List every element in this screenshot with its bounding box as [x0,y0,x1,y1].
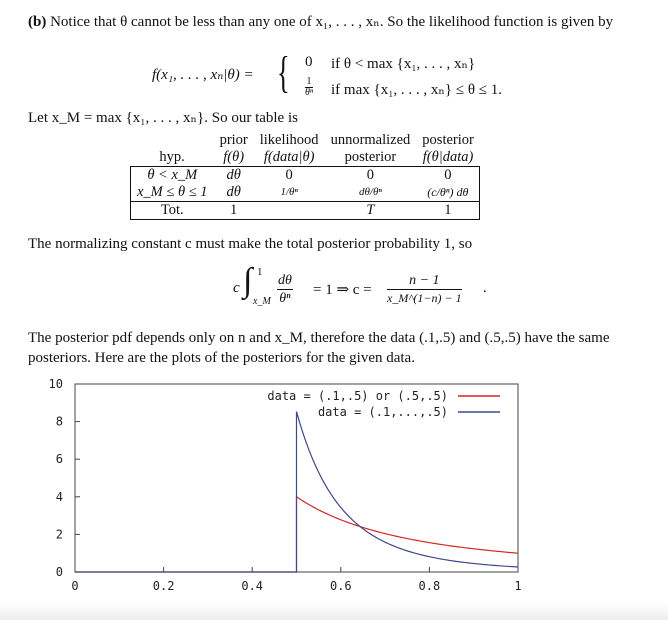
rhs-den: x_M^(1−n) − 1 [387,291,462,305]
x-tick-label: 0.6 [329,579,352,593]
likelihood-lhs: f(x₁, . . . , xₙ|θ) = [152,67,254,83]
x-tick-label: 0.4 [241,579,264,593]
table-cell: x_M ≤ θ ≤ 1 [131,184,214,202]
table-cell: θ < x_M [131,167,214,185]
table-cell: 1/θⁿ [280,186,298,198]
y-tick-label: 2 [55,527,63,542]
y-tick-label: 8 [55,414,63,429]
integral-lower-limit: x_M [253,296,271,307]
table-cell: dθ [226,184,241,200]
table-cell: 0 [416,167,480,185]
table-cell: 0 [254,167,325,185]
case-1-value: 0 [305,54,313,70]
table-header-cell: likelihood [259,132,319,148]
y-tick-label: 10 [48,377,63,391]
case-1 [305,54,476,72]
pdf-paragraph: The posterior pdf depends only on n and x_M, therefore the data (.1,.5) and (.5,.5) have the same posteriors. Here are the plots of the posteriors for the given data. [28,330,610,366]
table-header-cell [131,132,214,149]
case-2-fraction [305,77,313,98]
case-2-num: 1 [306,76,312,87]
normalizing-text: The normalizing constant c must make the total posterior probability 1, so [28,236,473,252]
case-2 [305,76,503,98]
table-header-cell: posterior [344,149,397,165]
x-tick-label: 0.2 [152,579,175,593]
table-cell: 1 [416,202,480,220]
case-1-condition: if θ < max {x₁, . . . , xₙ} [331,56,476,72]
table-cell: dθ/θⁿ [359,186,382,198]
case-2-den: θⁿ [305,87,314,98]
case-2-condition: if max {x₁, . . . , xₙ} ≤ θ ≤ 1. [331,82,503,98]
table-cell: dθ [214,167,254,185]
x-tick-label: 1 [514,579,522,593]
table-header-cell: f(θ) [223,149,245,165]
series-line-2 [75,412,518,572]
integrand-num: dθ [278,273,292,288]
table-header-cell: hyp. [159,149,185,165]
table-header-cell: f(data|θ) [263,149,315,165]
eq-tail: . [483,280,487,296]
page-footer [0,602,668,620]
table-row [131,184,480,202]
x-tick-label: 0.8 [418,579,441,593]
table-row [131,202,480,220]
y-tick-label: 6 [55,452,63,467]
let-text: Let x_M = max {x₁, . . . , xₙ}. So our table is [28,110,298,126]
integrand-fraction [277,272,293,307]
plot-curves [75,412,518,572]
rhs-fraction [387,272,462,307]
integral-upper-limit: 1 [257,266,263,278]
x-tick-label: 0 [71,579,79,593]
intro-paragraph [28,12,648,32]
bayes-table [130,132,480,220]
table-header-cell: f(θ|data) [422,149,474,165]
intro-text: Notice that θ cannot be less than any one of x₁, . . . , xₙ. So the likelihood function is given by [50,14,614,30]
table-row [131,167,480,185]
eq-middle: = 1 ⇒ c = [313,282,372,298]
table-cell: (c/θⁿ) dθ [416,184,480,202]
y-tick-label: 0 [55,565,63,579]
table-cell: Tot. [131,202,214,220]
eq-c: c [233,280,240,296]
table-cell: 1 [214,202,254,220]
rhs-num: n − 1 [387,272,462,290]
brace-symbol: { [277,48,290,97]
table-cell [254,202,325,220]
posterior-plot [0,372,668,620]
integral-sign: ∫ [243,262,253,299]
legend-label-2: data = (.1,...,.5) [317,405,448,419]
plot-legend [267,389,500,419]
table-header-cell: posterior [422,132,474,148]
table-header-cell: prior [219,132,248,148]
table-header-cell: unnormalized [330,132,411,148]
table-cell: T [325,202,417,220]
table-cell: 0 [325,167,417,185]
part-label: (b) [28,14,47,30]
integrand-den: θⁿ [279,291,291,306]
legend-label-1: data = (.1,.5) or (.5,.5) [267,389,448,403]
y-tick-label: 4 [55,489,63,504]
